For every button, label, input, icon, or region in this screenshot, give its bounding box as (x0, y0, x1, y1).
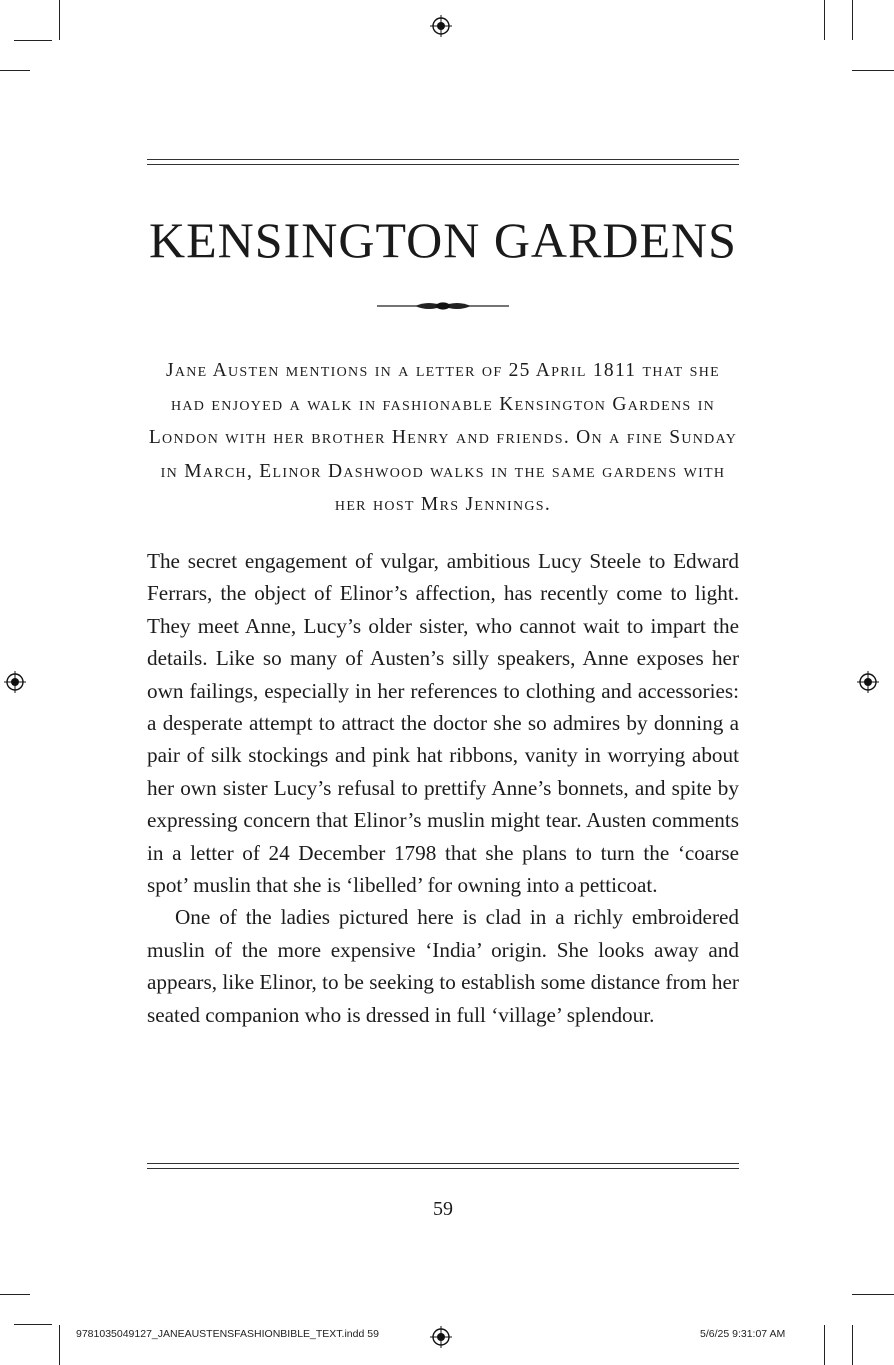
chapter-title: KENSINGTON GARDENS (149, 212, 737, 268)
crop-mark (59, 1325, 60, 1365)
crop-mark (852, 1325, 853, 1365)
crop-mark (824, 1325, 825, 1365)
slug-timestamp: 5/6/25 9:31:07 AM (700, 1328, 786, 1340)
registration-mark-icon (430, 1326, 452, 1348)
body-paragraph: One of the ladies pictured here is clad in a richly embroidered muslin of the more expensive ‘India’ origin. She looks away and appears, like Elinor, to be seeking to establish some distance from her seated companion who is dressed in full ‘village’ splendour. (147, 905, 739, 1027)
bottom-double-rule (147, 1163, 739, 1169)
ornament-divider-icon (377, 298, 509, 314)
crop-mark (14, 40, 52, 41)
crop-mark (0, 70, 30, 71)
registration-mark-icon (857, 671, 879, 693)
page-number: 59 (433, 1198, 453, 1220)
intro-paragraph: Jane Austen mentions in a letter of 25 April 1811 that she had enjoyed a walk in fashionable Kensington Gardens in London with her brother Henry and friends. On a fine Sunday in March, Elinor Dashwood walks in the same gardens with her host Mrs Jennings. (148, 360, 738, 516)
slug-filename: 9781035049127_JANEAUSTENSFASHIONBIBLE_TEXT.indd 59 (76, 1328, 379, 1340)
crop-mark (852, 0, 853, 40)
top-double-rule (147, 159, 739, 165)
body-text (147, 545, 739, 1031)
registration-mark-icon (430, 15, 452, 37)
body-paragraph: The secret engagement of vulgar, ambitious Lucy Steele to Edward Ferrars, the object of Elinor’s affection, has recently come to light. They meet Anne, Lucy’s older sister, who cannot wait to impart the details. Like so many of Austen’s silly speakers, Anne exposes her own failings, especially in her references to clothing and accessories: a desperate attempt to attract the doctor she so admires by donning a pair of silk stockings and pink hat ribbons, vanity in worrying about her own sister Lucy’s refusal to prettify Anne’s bonnets, and spite by expressing concern that Elinor’s muslin might tear. Austen comments in a letter of 24 December 1798 that she plans to turn the ‘coarse spot’ muslin that she is ‘libelled’ for owning into a petticoat. (147, 549, 739, 898)
crop-mark (852, 70, 894, 71)
crop-mark (852, 1294, 894, 1295)
crop-mark (0, 1294, 30, 1295)
registration-mark-icon (4, 671, 26, 693)
crop-mark (59, 0, 60, 40)
crop-mark (14, 1324, 52, 1325)
crop-mark (824, 0, 825, 40)
